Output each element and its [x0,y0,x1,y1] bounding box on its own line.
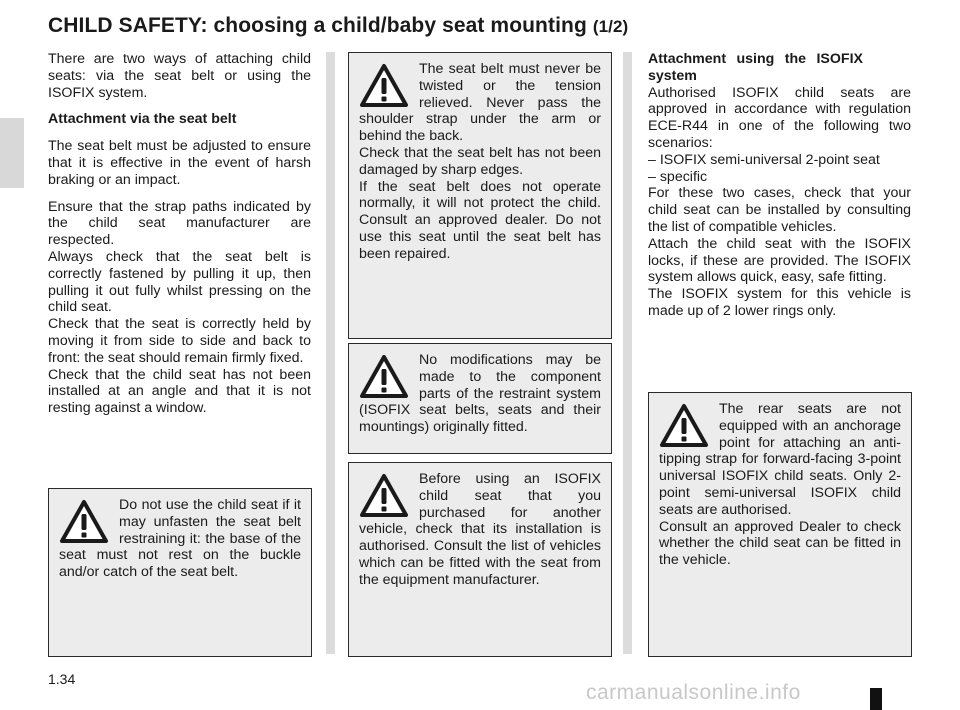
left-column [48,51,311,427]
warning-box-buckle [48,488,312,657]
warning-triangle-icon [359,354,409,400]
seat-belt-para-1: The seat belt must be adjusted to ensure that it is effective in the event of harsh braking or an impact. [48,138,311,188]
warning-triangle-icon [59,499,109,545]
site-watermark: carmanualsonline.info [586,681,801,704]
title-text: CHILD SAFETY: choosing a child/baby seat mounting [48,14,587,37]
title-page-indicator: (1/2) [592,17,629,36]
warning-triangle-icon [659,403,709,449]
warning-box-no-modifications [348,343,612,454]
page-number: 1.34 [48,671,76,687]
isofix-text: Authorised ISOFIX child seats are approved in accordance with regulation ECE-R44 in one of the following two scenarios: – ISOFIX semi-universal 2-point seat – specific For these two cases, check that your child seat can be installed by consulting the list of compatible vehicles. Attach the child seat with the ISOFIX locks, if these are provided. The ISOFIX system allows quick, easy, safe fitting. The ISOFIX system for this vehicle is made up of 2 lower rings only. [648,84,911,319]
chapter-side-tab [0,118,24,188]
seat-belt-para-2: Ensure that the strap paths indicated by the child seat manufacturer are respected. Always check that the seat belt is correctly fastened by pulling it up, then pulling it out fully whilst pressing on the child seat. Check that the seat is correctly held by moving it from side to side and back to front: the seat should remain firmly fixed. Check that the child seat has not been installed at an angle and that it is not resting against a window. [48,198,311,417]
column-divider-right [623,52,632,654]
intro-text: There are two ways of attaching child seats: via the seat belt or using the ISOFIX system. [48,51,311,101]
warning-box-another-vehicle [348,462,612,657]
warning-box-belt-twisted [348,52,612,339]
warning-triangle-icon [359,63,409,109]
page-title [48,14,628,38]
warning-text: The rear seats are not equipped with an anchorage point for attaching an anti-tipping strap for forward-facing 3-point universal ISOFIX child seats. Only 2-point semi-universal ISOFIX child seats are authorised. Consult an approved Dealer to check whether the child seat can be fitted in the vehicle. [659,401,901,569]
column-divider-left [326,52,335,654]
warning-text: Before using an ISOFIX child seat that you purchased for another vehicle, check that its installation is authorised. Consult the list of vehicles which can be fitted with the seat from the equipment manufacturer. [359,471,601,588]
warning-box-rear-seats [648,392,912,657]
corner-marker [870,688,882,710]
isofix-heading: Attachment using the ISOFIX system [648,51,863,84]
seat-belt-heading: Attachment via the seat belt [48,111,237,128]
warning-text: No modifications may be made to the component parts of the restraint system (ISOFIX seat belts, seats and their mountings) originally fitted. [359,352,601,436]
right-column [648,51,911,320]
warning-text: The seat belt must never be twisted or the tension relieved. Never pass the shoulder strap under the arm or behind the back. Check that the seat belt has not been damaged by sharp edges. If the seat belt does not operate normally, it will not protect the child. Consult an approved dealer. Do not use this seat until the seat belt has been repaired. [359,61,601,262]
warning-text: Do not use the child seat if it may unfasten the seat belt restraining it: the base of the seat must not rest on the buckle and/or catch of the seat belt. [59,497,301,581]
warning-triangle-icon [359,473,409,519]
